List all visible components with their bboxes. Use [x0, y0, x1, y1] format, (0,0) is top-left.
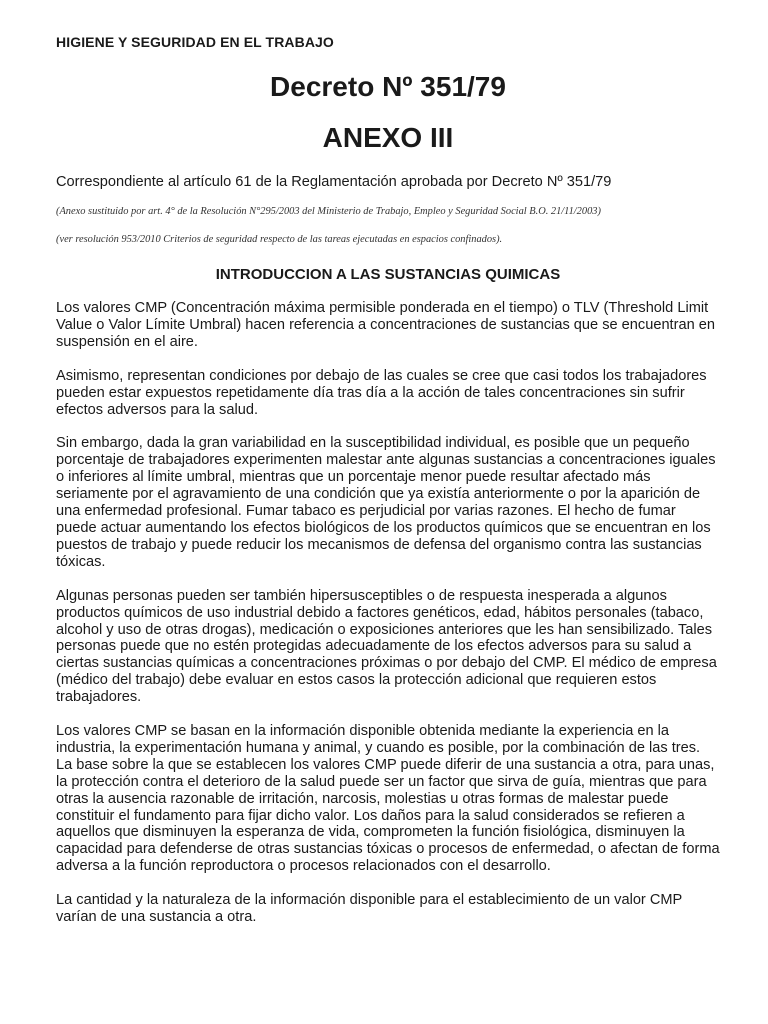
- annex-title: ANEXO III: [322, 122, 454, 153]
- decree-title: Decreto Nº 351/79: [270, 71, 506, 102]
- body-paragraph: Algunas personas pueden ser también hipersusceptibles o de respuesta inesperada a algunos productos químicos de uso industrial debido a factores genéticos, edad, hábitos personales (tabaco, alcohol y uso de otras drogas), medicación o exposiciones anteriores que les han sensibilizado. Tales personas puede que no estén protegidas adecuadamente de los efectos adversos para su salud a ciertas sustancias químicas a concentraciones próximas o por debajo del CMP. El médico de empresa (médico del trabajo) debe evaluar en estos casos la protección adicional que requieren estos trabajadores.: [56, 587, 717, 706]
- reference-note: (ver resolución 953/2010 Criterios de seguridad respecto de las tareas ejecutadas en espacios confinados).: [56, 234, 503, 245]
- lead-paragraph: Correspondiente al artículo 61 de la Reglamentación aprobada por Decreto Nº 351/79: [56, 174, 612, 190]
- body-paragraph: Sin embargo, dada la gran variabilidad en la susceptibilidad individual, es posible que un pequeño porcentaje de trabajadores experimenten malestar ante algunas sustancias a concentraciones iguales o inferiores al límite umbral, mientras que un porcentaje menor puede resultar afectado más seriamente por el agravamiento de una condición que ya existía anteriormente o por la aparición de una enfermedad profesional. Fumar tabaco es perjudicial por varias razones. El hecho de fumar puede actuar aumentando los efectos biológicos de los productos químicos que se encuentran en los puestos de trabajo y puede reducir los mecanismos de defensa del organismo contra las sustancias tóxicas.: [56, 435, 716, 570]
- body-paragraph: Asimismo, representan condiciones por debajo de las cuales se cree que casi todos los trabajadores pueden estar expuestos repetidamente día tras día a la acción de tales concentraciones sin sufrir efectos adversos para la salud.: [56, 367, 707, 418]
- body-paragraph: La cantidad y la naturaleza de la información disponible para el establecimiento de un valor CMP varían de una sustancia a otra.: [56, 892, 683, 926]
- body-paragraph: Los valores CMP (Concentración máxima permisible ponderada en el tiempo) o TLV (Threshold Limit Value o Valor Límite Umbral) hacen referencia a concentraciones de sustancias que se encuentran en suspensión en el aire.: [56, 300, 715, 350]
- body-paragraph: Los valores CMP se basan en la información disponible obtenida mediante la experiencia en la industria, la experimentación humana y animal, y cuando es posible, por la combinación de las tres. La base sobre la que se establecen los valores CMP puede diferir de una sustancia a otra, para unas, la protección contra el deterioro de la salud puede ser un factor que sirva de guía, mientras que para otras la ausencia razonable de irritación, narcosis, molestias u otras formas de malestar puede constituir el fundamento para fijar dicho valor. Los daños para la salud considerados se refieren a aquellos que disminuyen la esperanza de vida, comprometen la función fisiológica, disminuyen la capacidad para defenderse de otras sustancias tóxicas o procesos de enfermedad, o afectan de forma adversa a la función reproductora o procesos relacionados con el desarrollo.: [56, 723, 720, 875]
- amendment-note: (Anexo sustituido por art. 4° de la Resolución N°295/2003 del Ministerio de Trabajo, Empleo y Seguridad Social B.O. 21/11/2003): [56, 206, 601, 217]
- document-header-label: HIGIENE Y SEGURIDAD EN EL TRABAJO: [56, 34, 334, 50]
- section-heading: INTRODUCCION A LAS SUSTANCIAS QUIMICAS: [215, 266, 561, 283]
